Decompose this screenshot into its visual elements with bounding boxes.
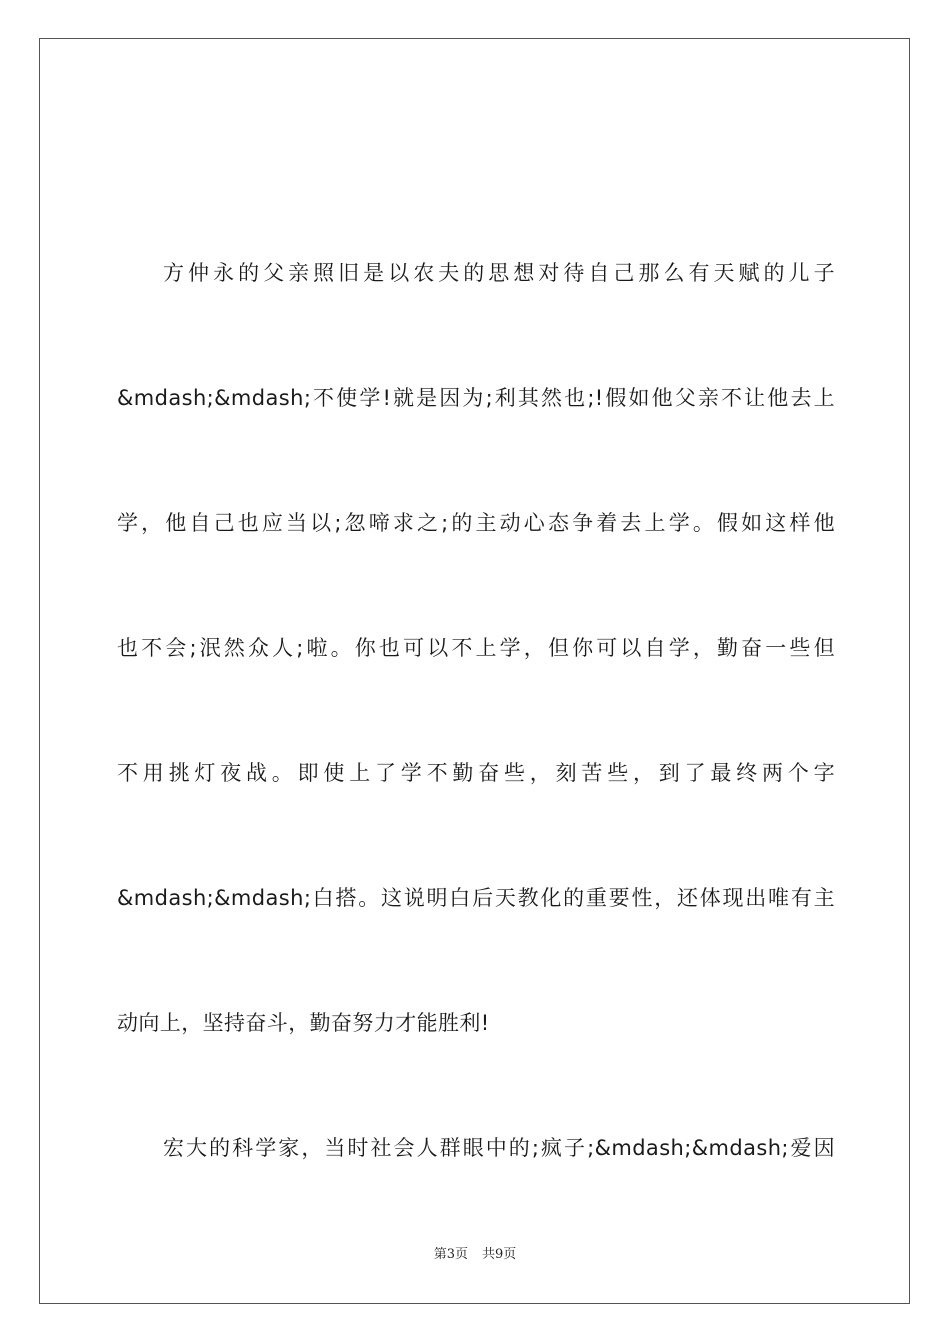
page-number: 第3页 <box>433 1247 468 1262</box>
paragraph-1-line-5: 不用挑灯夜战。即使上了学不勤奋些，刻苦些，到了最终两个字 <box>117 761 835 785</box>
paragraph-2-line-1: 宏大的科学家，当时社会人群眼中的;疯子;&mdash;&mdash;爱因 <box>163 1136 835 1160</box>
paragraph-1-line-2: &mdash;&mdash;不使学!就是因为;利其然也;!假如他父亲不让他去上 <box>117 386 835 410</box>
page-total: 共9页 <box>482 1247 517 1262</box>
paragraph-1-line-7: 动向上，坚持奋斗，勤奋努力才能胜利! <box>117 1011 490 1035</box>
paragraph-1-line-4: 也不会;泯然众人;啦。你也可以不上学，但你可以自学，勤奋一些但 <box>117 636 835 660</box>
page-border <box>39 38 910 1304</box>
paragraph-1-line-3: 学，他自己也应当以;忽啼求之;的主动心态争着去上学。假如这样他 <box>117 511 835 535</box>
paragraph-1-line-1: 方仲永的父亲照旧是以农夫的思想对待自己那么有天赋的儿子 <box>163 261 835 285</box>
page-footer <box>0 1246 950 1264</box>
paragraph-1-line-6: &mdash;&mdash;白搭。这说明白后天教化的重要性，还体现出唯有主 <box>117 886 835 910</box>
